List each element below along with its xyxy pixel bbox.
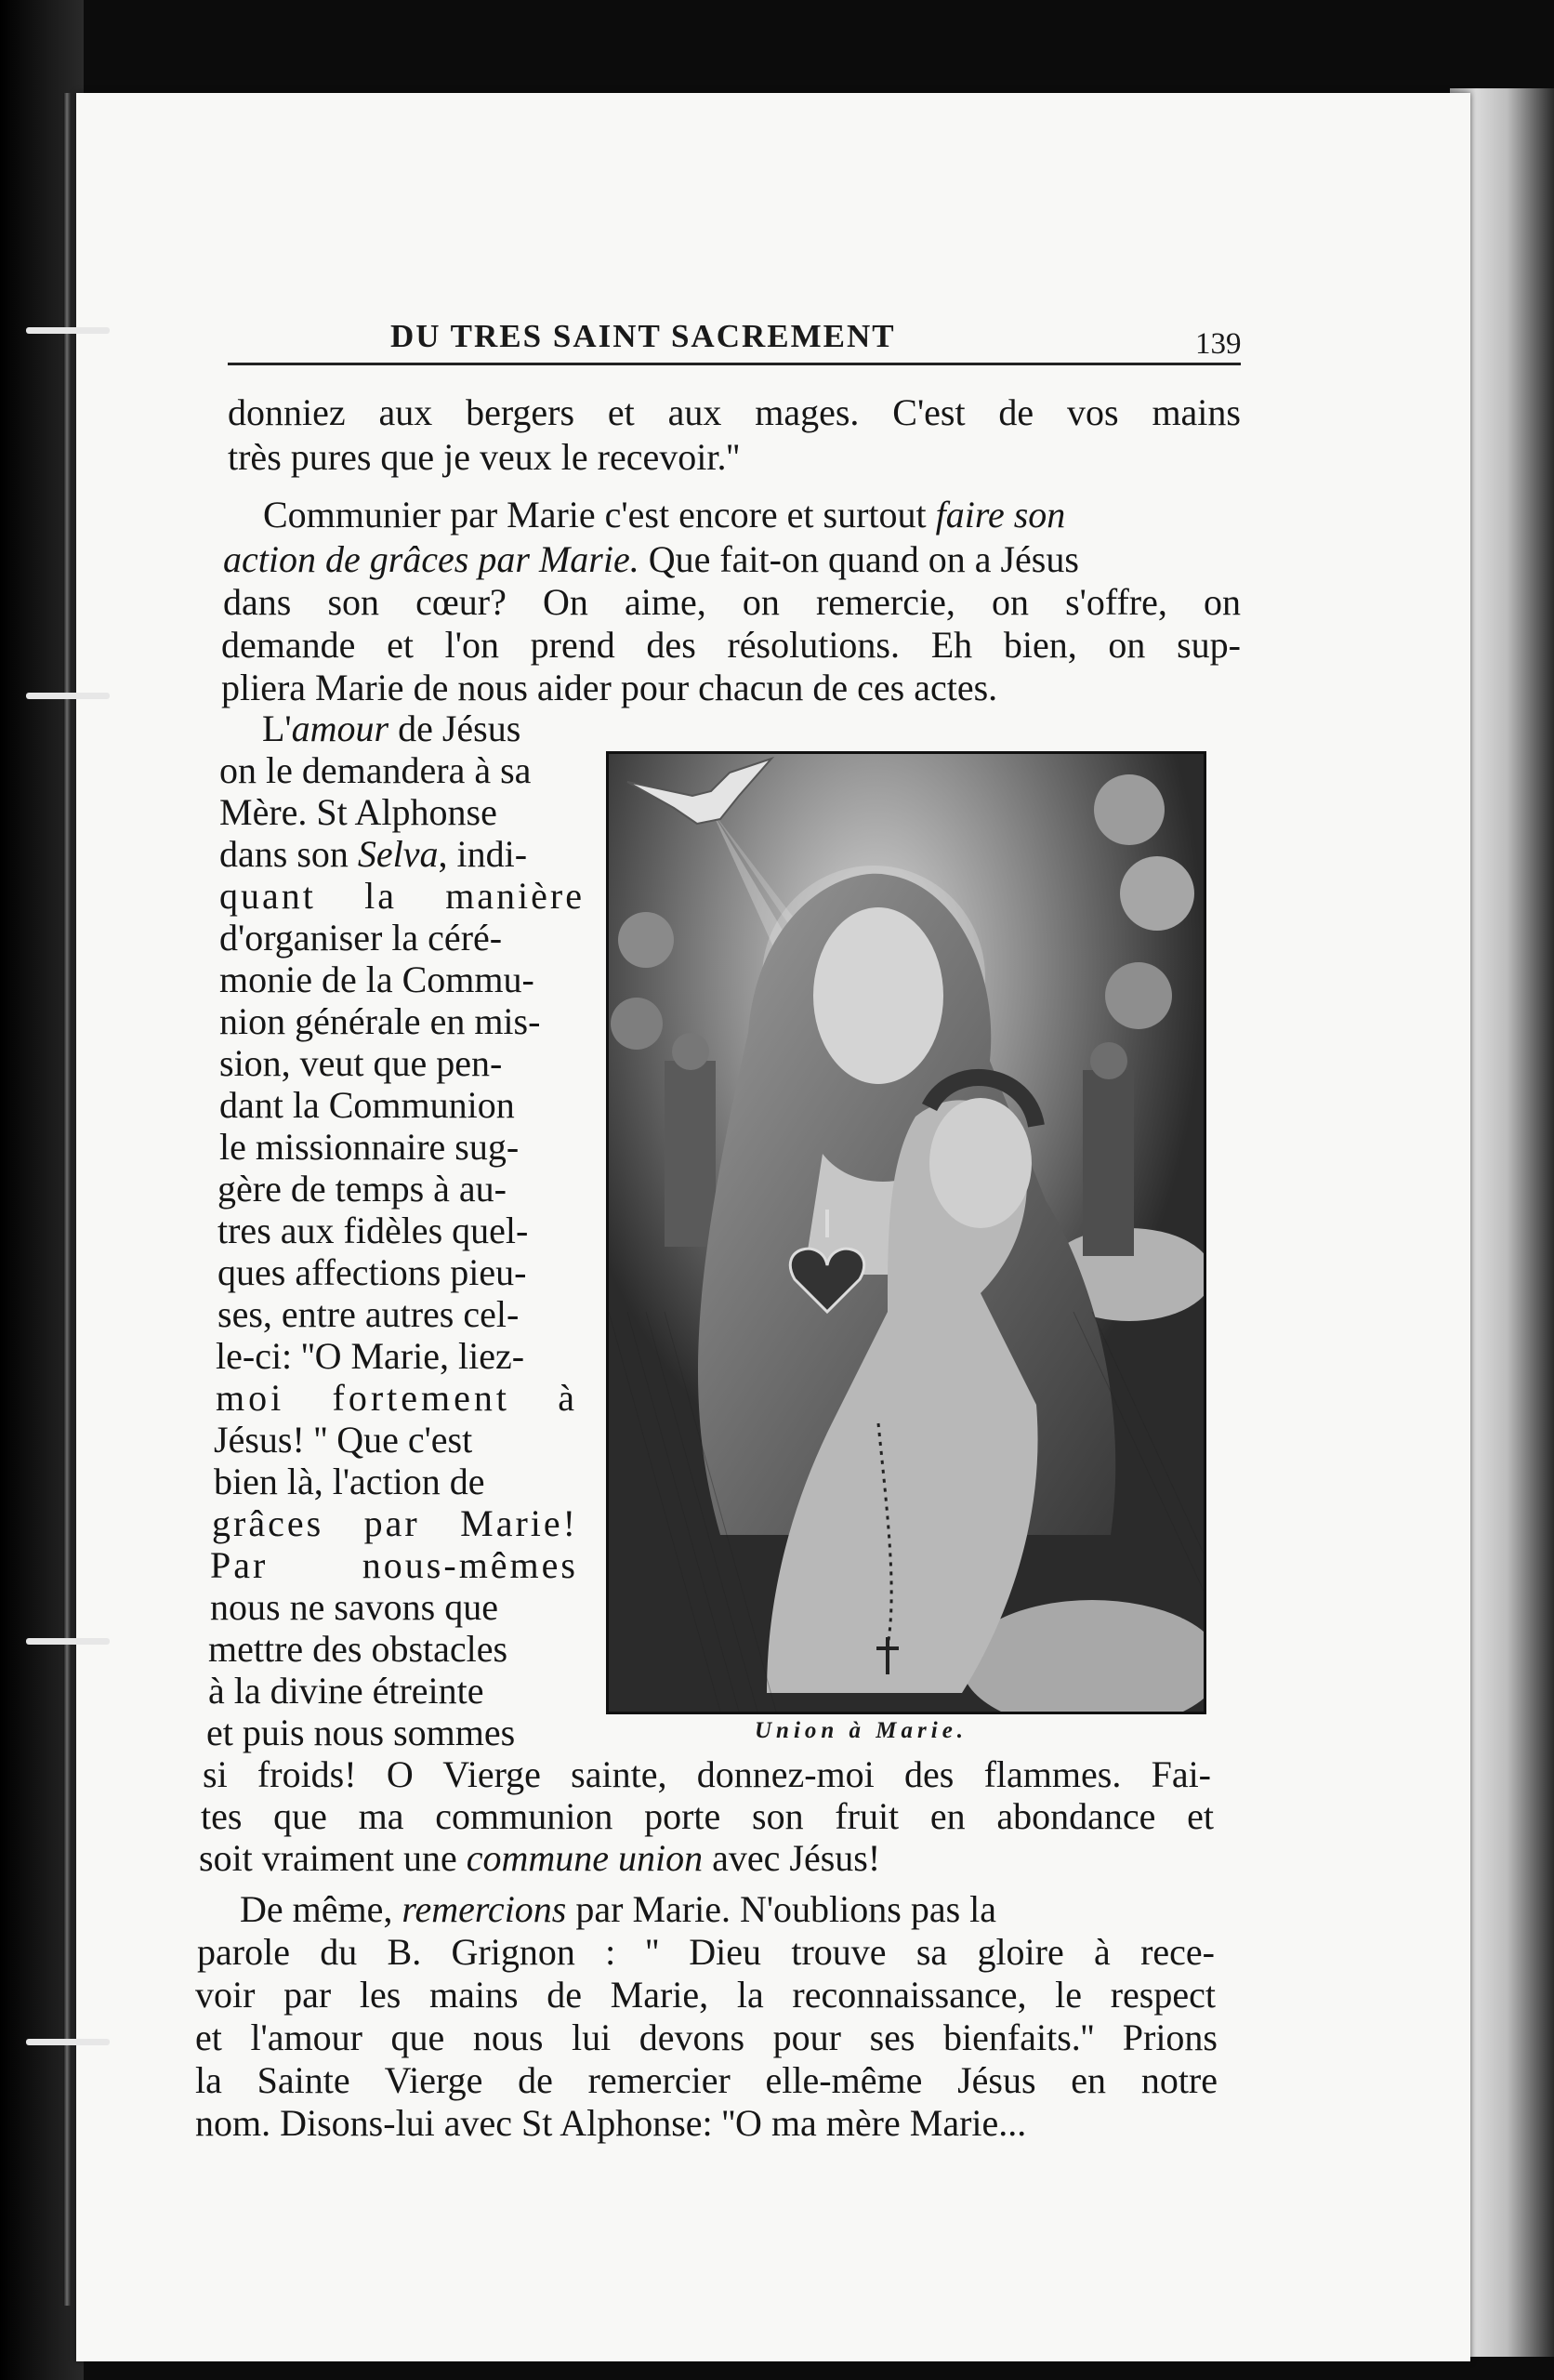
binding-thread (26, 2039, 110, 2045)
text-line: dant la Communion (219, 1084, 515, 1126)
text-span: avec Jésus! (703, 1837, 881, 1879)
text-line: Mère. St Alphonse (219, 791, 497, 833)
text-line: monie de la Commu- (219, 959, 534, 1000)
text-line: nion générale en mis- (219, 1000, 541, 1042)
text-span: Communier par Marie c'est encore et surtout (263, 494, 936, 536)
italic-span: commune union (466, 1837, 704, 1879)
text-line: ses, entre autres cel- (217, 1293, 520, 1335)
text-line: demande et l'on prend des résolutions. Eh bien, on sup- (221, 624, 1241, 666)
text-span: de Jésus (388, 707, 521, 749)
binding-thread (26, 693, 110, 699)
page-number: 139 (1195, 327, 1242, 361)
text-line: dans son cœur? On aime, on remercie, on s'offre, on (223, 581, 1241, 623)
text-line: parole du B. Grignon : '' Dieu trouve sa gloire à rece- (197, 1931, 1215, 1973)
text-line: grâces par Marie! (212, 1502, 578, 1544)
running-header: DU TRES SAINT SACREMENT (390, 318, 896, 354)
text-span: soit vraiment une (199, 1837, 467, 1879)
italic-span: amour (291, 707, 389, 749)
text-line: le missionnaire sug- (219, 1126, 520, 1168)
header-rule (228, 363, 1241, 365)
spine-binding (63, 93, 71, 2306)
text-line: tres aux fidèles quel- (217, 1210, 529, 1251)
text-line (199, 1836, 880, 1881)
text-span: dans son (219, 833, 358, 875)
text-line: tes que ma communion porte son fruit en abondance et (201, 1795, 1214, 1837)
text-span: , indi- (438, 833, 528, 875)
text-line (219, 832, 527, 877)
text-span: Que fait-on quand on a Jésus (639, 538, 1079, 580)
text-line (223, 537, 1079, 582)
binding-thread (26, 1638, 110, 1645)
text-line: Jésus! '' Que c'est (214, 1419, 473, 1461)
text-span: L' (262, 707, 292, 749)
mary-face (813, 907, 943, 1084)
text-line: Par nous-mêmes (210, 1544, 578, 1586)
text-line: pliera Marie de nous aider pour chacun de ces actes. (221, 667, 998, 708)
binding-shadow (0, 0, 84, 2380)
text-line (263, 493, 1065, 537)
text-line: moi fortement à (216, 1377, 578, 1419)
text-line: gère de temps à au- (217, 1168, 507, 1210)
text-line: et l'amour que nous lui devons pour ses bienfaits.'' Prions (195, 2016, 1218, 2058)
text-line: la Sainte Vierge de remercier elle-même Jésus en notre (195, 2059, 1218, 2101)
text-line: nom. Disons-lui avec St Alphonse: ''O ma mère Marie... (195, 2102, 1027, 2144)
engraving-illustration (606, 751, 1206, 1714)
text-line: donniez aux bergers et aux mages. C'est de vos mains (228, 391, 1241, 433)
text-line: nous ne savons que (210, 1586, 498, 1628)
text-line: ques affections pieu- (217, 1251, 527, 1293)
text-line: si froids! O Vierge sainte, donnez-moi des flammes. Fai- (203, 1753, 1211, 1795)
text-span: De même, (240, 1888, 402, 1930)
text-line: bien là, l'action de (214, 1461, 485, 1502)
binding-thread (26, 327, 110, 334)
text-line: mettre des obstacles (208, 1628, 508, 1670)
italic-span: action de grâces par Marie. (223, 538, 639, 580)
text-line (262, 707, 520, 751)
text-line: à la divine étreinte (208, 1670, 484, 1712)
illustration-caption: Union à Marie. (755, 1718, 968, 1743)
italic-span: Selva (357, 833, 439, 875)
text-line: et puis nous sommes (206, 1712, 516, 1753)
text-line: le-ci: ''O Marie, liez- (216, 1335, 525, 1377)
text-line (240, 1887, 996, 1932)
italic-span: remercions (402, 1888, 567, 1930)
text-line: voir par les mains de Marie, la reconnaissance, le respect (195, 1974, 1216, 2016)
text-line: très pures que je veux le recevoir.'' (228, 436, 740, 478)
text-line: d'organiser la céré- (219, 917, 503, 959)
text-span: par Marie. N'oublions pas la (566, 1888, 997, 1930)
text-line: on le demandera à sa (219, 749, 532, 791)
text-line: quant la manière (219, 875, 585, 917)
italic-span: faire son (935, 494, 1066, 536)
engraving-art (609, 754, 1204, 1712)
text-line: sion, veut que pen- (219, 1042, 503, 1084)
kneeling-figure-face (929, 1098, 1032, 1228)
